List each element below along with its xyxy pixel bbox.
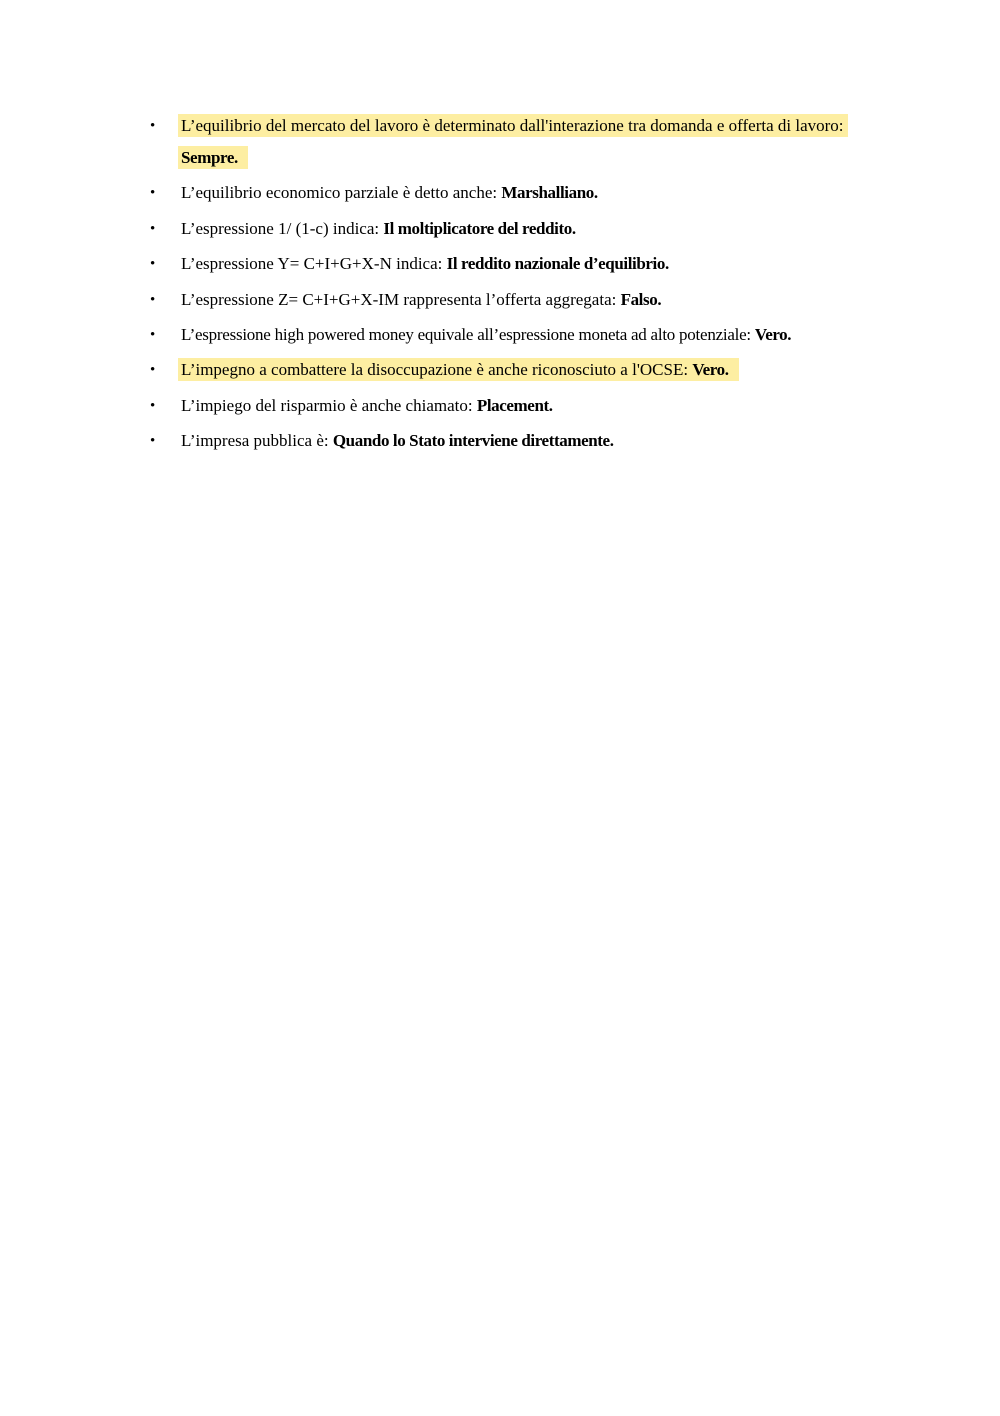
bullet-icon: • — [150, 256, 156, 273]
bullet-icon: • — [150, 433, 156, 450]
statement-text: L’impegno a combattere la disoccupazione è anche riconosciuto a l'OCSE: — [181, 360, 693, 380]
list-item — [150, 284, 850, 316]
bullet-icon: • — [150, 397, 156, 414]
bullet-icon: • — [150, 362, 156, 379]
highlighted-statement — [178, 358, 739, 381]
statement-answer: Sempre. — [181, 148, 238, 167]
bullet-list — [150, 110, 850, 461]
statement-answer: Il reddito nazionale d’equilibrio. — [446, 254, 669, 274]
statement-answer: Falso. — [620, 289, 662, 309]
bullet-icon: • — [150, 185, 156, 202]
statement-answer: Vero. — [754, 324, 792, 344]
statement-answer: Placement. — [476, 395, 553, 415]
bullet-icon: • — [150, 220, 156, 237]
bullet-icon: • — [150, 326, 156, 343]
statement-text: L’espressione high powered money equivale all’espressione moneta ad alto potenziale: — [181, 324, 755, 344]
highlighted-statement — [178, 114, 848, 169]
list-item — [150, 110, 850, 174]
statement-text: L’equilibrio del mercato del lavoro è determinato dall'interazione tra domanda e offerta di lavoro: — [181, 116, 844, 135]
statement-text: L’espressione Y= C+I+G+X-N indica: — [181, 254, 447, 274]
list-item — [150, 248, 850, 280]
statement-answer: Quando lo Stato interviene direttamente. — [332, 431, 614, 451]
list-item — [150, 390, 850, 422]
statement-text: L’equilibrio economico parziale è detto anche: — [181, 183, 502, 203]
list-item — [150, 177, 850, 209]
statement-answer: Il moltiplicatore del reddito. — [383, 218, 576, 238]
list-item — [150, 213, 850, 245]
statement-text: L’impresa pubblica è: — [181, 431, 333, 451]
list-item — [150, 354, 850, 386]
statement-text: L’espressione Z= C+I+G+X-IM rappresenta l’offerta aggregata: — [181, 289, 621, 309]
statement-answer: Vero. — [692, 360, 729, 380]
bullet-icon: • — [150, 118, 156, 134]
list-item — [150, 425, 850, 457]
list-item — [150, 319, 850, 351]
bullet-icon: • — [150, 291, 156, 308]
statement-text: L’espressione 1/ (1-c) indica: — [181, 218, 384, 238]
statement-answer: Marshalliano. — [501, 183, 598, 203]
statement-text: L’impiego del risparmio è anche chiamato: — [181, 395, 477, 415]
